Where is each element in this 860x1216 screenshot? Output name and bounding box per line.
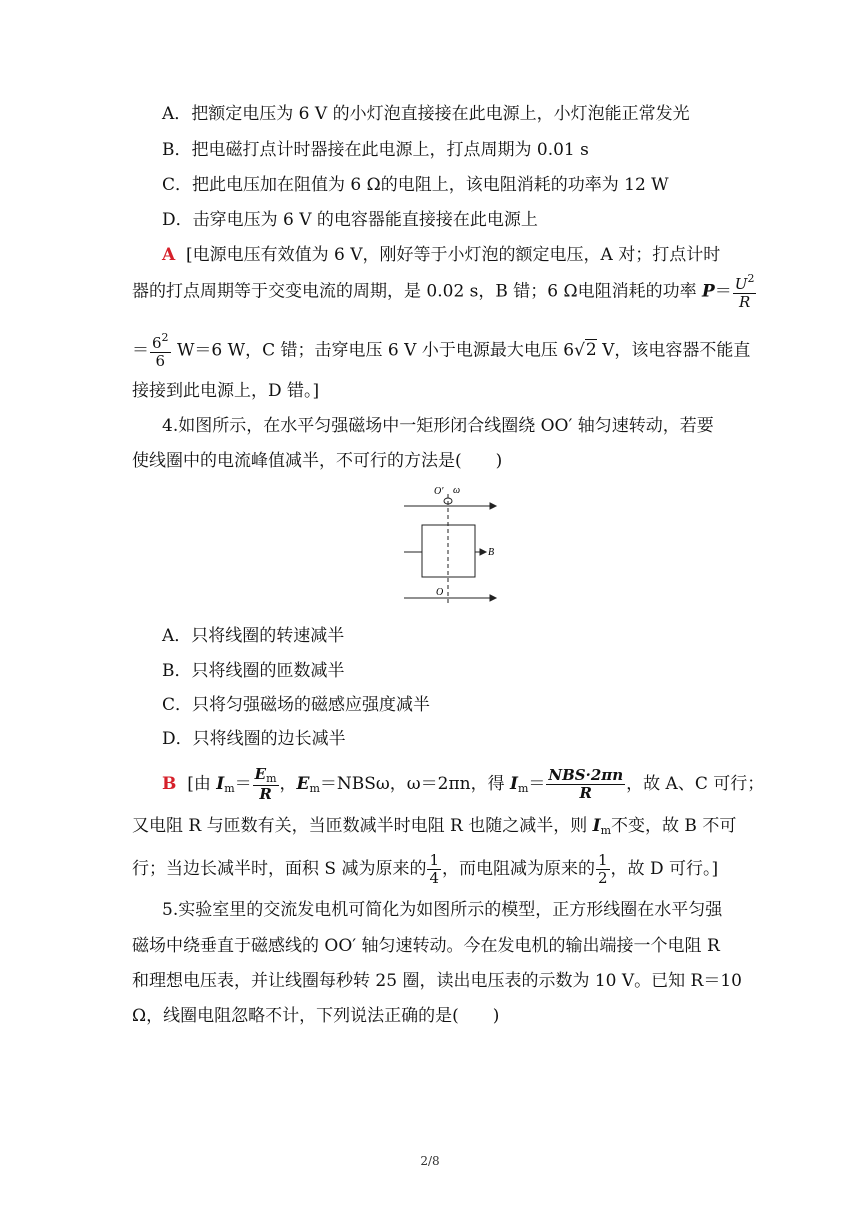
q4-text: [由 [187, 774, 217, 795]
q4-text: 行；当边长减半时，面积 S 减为原来的 [132, 858, 427, 879]
omega-label: ω [453, 485, 461, 496]
subscript: m [517, 782, 529, 796]
arrowhead-top [490, 503, 496, 509]
fraction-numerator: 1 [429, 851, 439, 869]
q3-option-a: A．把额定电压为 6 V 的小灯泡直接接在此电源上，小灯泡能正常发光 [162, 104, 690, 124]
q3-answer-letter: A [162, 245, 176, 265]
q4-text: ，故 A、C 可行； [626, 774, 765, 795]
q4-answer-letter: B [162, 774, 177, 795]
equals-sign: ＝ [132, 340, 149, 361]
q4-option-c: C．只将匀强磁场的磁感应强度减半 [162, 695, 431, 715]
current-symbol: I [592, 816, 601, 836]
equals-sign: ＝ [528, 774, 546, 795]
q4-stem-line2: 使线圈中的电流峰值减半，不可行的方法是( ) [132, 451, 503, 471]
fraction-denominator: R [579, 783, 592, 802]
exponent: 2 [161, 331, 169, 344]
q5-line4: Ω，线圈电阻忽略不计，下列说法正确的是( ) [132, 1006, 500, 1026]
q5-line3: 和理想电压表，并让线圈每秒转 25 圈，读出电压表的示数为 10 V。已知 R＝10 [132, 971, 742, 991]
fraction-numerator: E [254, 765, 267, 783]
q3-answer-text3a: W＝6 W，C 错；击穿电压 6 V 小于电源最大电压 6 [171, 340, 575, 361]
fraction-denominator: 4 [429, 868, 439, 887]
fraction-numerator: 1 [598, 851, 608, 869]
q3-option-b: B．把电磁打点计时器接在此电源上，打点周期为 0.01 s [162, 140, 589, 160]
q4-answer-line1 [162, 766, 764, 803]
current-symbol: I [510, 774, 518, 795]
q4-option-a: A．只将线圈的转速减半 [162, 626, 345, 646]
page-number: 2/8 [420, 1154, 440, 1168]
fraction-numerator: 6 [152, 334, 162, 352]
rotating-coil-figure [398, 482, 498, 606]
sqrt-radicand: 2 [585, 340, 597, 361]
q3-answer-line2 [132, 273, 757, 311]
fraction-denominator: R [259, 785, 272, 804]
q4-answer-line3 [132, 852, 718, 887]
q3-answer-text3b: V，该电容器不能直 [596, 340, 751, 361]
q4-text: 不变，故 B 不可 [611, 816, 737, 836]
field-label-b: B [488, 547, 495, 558]
em-over-r-fraction [253, 766, 279, 803]
q3-answer-text2: 器的打点周期等于交变电流的周期，是 0.02 s，B 错；6 Ω电阻消耗的功率 [132, 281, 702, 302]
fraction-denominator: R [738, 292, 751, 311]
power-fraction [733, 273, 757, 311]
q3-option-d: D．击穿电压为 6 V 的电容器能直接接在此电源上 [162, 210, 538, 230]
fraction-numerator: NBS·2πn [548, 766, 624, 785]
fraction-denominator: 2 [598, 868, 608, 887]
q4-text: ，而电阻减为原来的 [442, 858, 595, 879]
subscript: m [600, 824, 612, 837]
q3-answer-line3: ＝ $\frac{6^2}{6}$ W＝6 W，C 错；击穿电压 6 V 小于电源最大电压 6√2 V，该电容器不能直 [132, 331, 751, 370]
axis-label-top: O′ [434, 486, 444, 497]
arrowhead-bottom [490, 595, 496, 601]
subscript: m [224, 782, 235, 796]
equals-sign: ＝ [234, 774, 252, 795]
q4-text: 又电阻 R 与匝数有关，当匝数减半时电阻 R 也随之减半，则 [132, 816, 593, 836]
q5-line1: 5.实验室里的交流发电机可简化为如图所示的模型，正方形线圈在水平匀强 [162, 900, 723, 920]
quarter-fraction [427, 852, 441, 887]
q4-text: ＝NBSω，ω＝2πn，得 [319, 774, 510, 795]
q3-answer-text1: [电源电压有效值为 6 V，刚好等于小灯泡的额定电压，A 对；打点计时 [186, 245, 721, 265]
emf-symbol: E [296, 774, 310, 795]
subscript: m [309, 782, 320, 796]
equals-sign: ＝ [714, 281, 732, 302]
nbs-fraction [546, 767, 625, 802]
half-fraction [596, 852, 610, 887]
axis-label-bottom: O [436, 587, 444, 598]
q3-answer-line1 [162, 247, 720, 264]
fraction-denominator: 6 [155, 351, 166, 370]
q4-text: ，故 D 可行。] [610, 858, 719, 879]
fraction-numerator: U [734, 275, 748, 293]
power-symbol: P [702, 281, 715, 302]
q3-option-c: C．把此电压加在阻值为 6 Ω的电阻上，该电阻消耗的功率为 12 W [162, 175, 669, 195]
current-symbol: I [216, 774, 225, 795]
q4-option-b: B．只将线圈的匝数减半 [162, 661, 345, 681]
numeric-fraction [150, 332, 171, 370]
q5-line2: 磁场中绕垂直于磁感线的 OO′ 轴匀速转动。今在发电机的输出端接一个电阻 R [132, 936, 720, 956]
q3-answer-line4: 接接到此电源上，D 错。] [132, 381, 320, 401]
q4-text: ， [279, 774, 297, 795]
arrowhead-middle [480, 549, 486, 555]
q4-option-d: D．只将线圈的边长减半 [162, 729, 346, 749]
q4-stem-line1: 4.如图所示，在水平匀强磁场中一矩形闭合线圈绕 OO′ 轴匀速转动，若要 [162, 416, 714, 436]
exponent: 2 [747, 272, 755, 285]
subscript: m [266, 772, 277, 785]
q4-answer-line2 [132, 818, 736, 836]
